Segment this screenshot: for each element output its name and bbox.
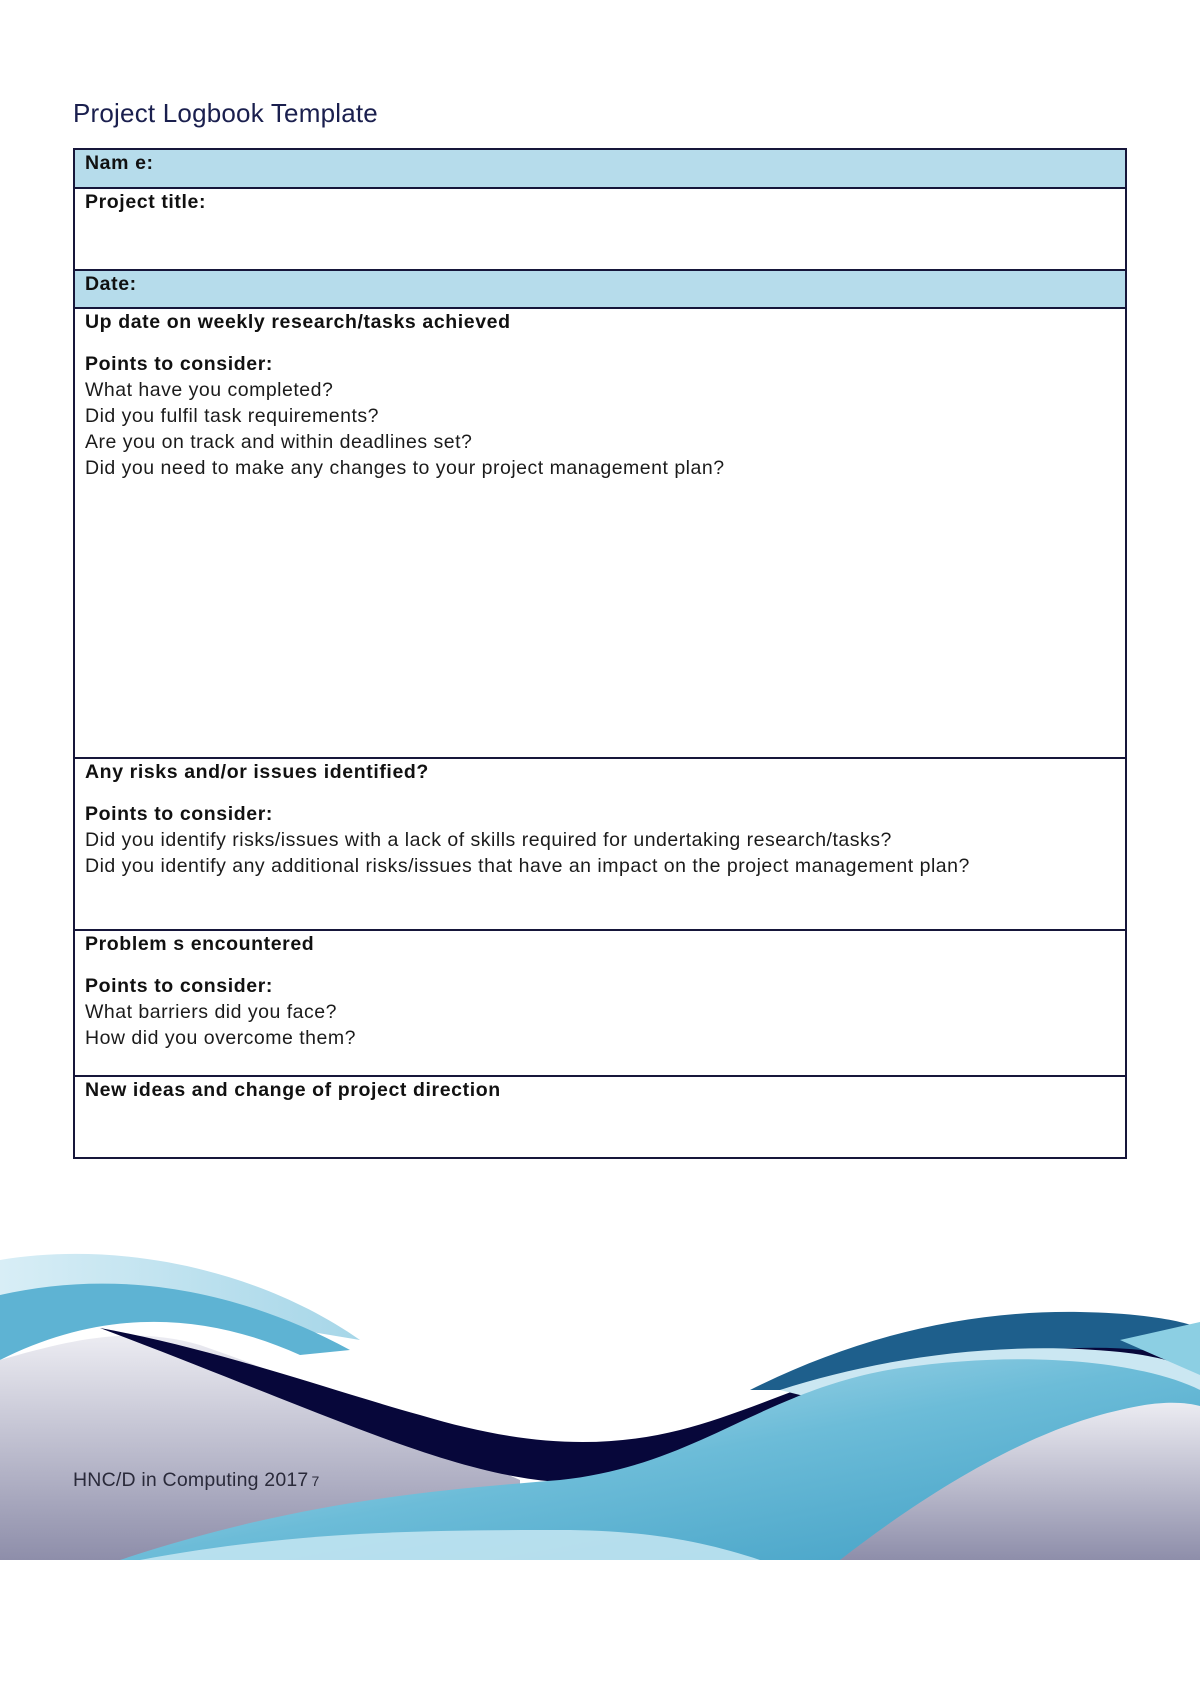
ideas-row	[74, 1076, 1126, 1158]
problems-heading: Problem s encountered	[85, 933, 315, 955]
update-point: Are you on track and within deadlines set?	[85, 431, 473, 453]
project-title-row	[74, 188, 1126, 270]
update-row	[74, 308, 1126, 758]
project-title-field[interactable]	[74, 188, 1126, 270]
name-field[interactable]	[74, 149, 1126, 188]
footer-label: HNC/D in Computing 2017	[73, 1469, 309, 1491]
update-point: What have you completed?	[85, 379, 334, 401]
date-row	[74, 270, 1126, 308]
update-points-heading: Points to consider:	[85, 353, 273, 375]
risks-section[interactable]	[74, 758, 1126, 930]
update-point: Did you need to make any changes to your project management plan?	[85, 457, 725, 479]
update-heading: Up date on weekly research/tasks achieved	[85, 311, 511, 333]
risks-points-heading: Points to consider:	[85, 803, 273, 825]
update-point: Did you fulfil task requirements?	[85, 405, 379, 427]
date-label: Date:	[85, 273, 137, 295]
risks-point: Did you identify risks/issues with a lack of skills required for undertaking research/tasks?	[85, 829, 892, 851]
name-label: Nam e:	[85, 152, 154, 174]
risks-heading: Any risks and/or issues identified?	[85, 761, 429, 783]
risks-row	[74, 758, 1126, 930]
problems-row	[74, 930, 1126, 1076]
problems-point: What barriers did you face?	[85, 1001, 337, 1023]
document-title: Project Logbook Template	[73, 98, 378, 128]
date-field[interactable]	[74, 270, 1126, 308]
ideas-heading: New ideas and change of project direction	[85, 1079, 501, 1101]
update-section[interactable]	[74, 308, 1126, 758]
project-title-label: Project title:	[85, 191, 207, 213]
problems-section[interactable]	[74, 930, 1126, 1076]
risks-point: Did you identify any additional risks/issues that have an impact on the project management plan?	[85, 855, 970, 877]
problems-points-heading: Points to consider:	[85, 975, 273, 997]
decorative-wave-banner	[0, 1240, 1200, 1560]
ideas-section[interactable]	[74, 1076, 1126, 1158]
logbook-form-table	[73, 148, 1127, 1159]
page-number: 7	[311, 1473, 320, 1489]
footer	[73, 1469, 319, 1492]
problems-point: How did you overcome them?	[85, 1027, 356, 1049]
name-row	[74, 149, 1126, 188]
